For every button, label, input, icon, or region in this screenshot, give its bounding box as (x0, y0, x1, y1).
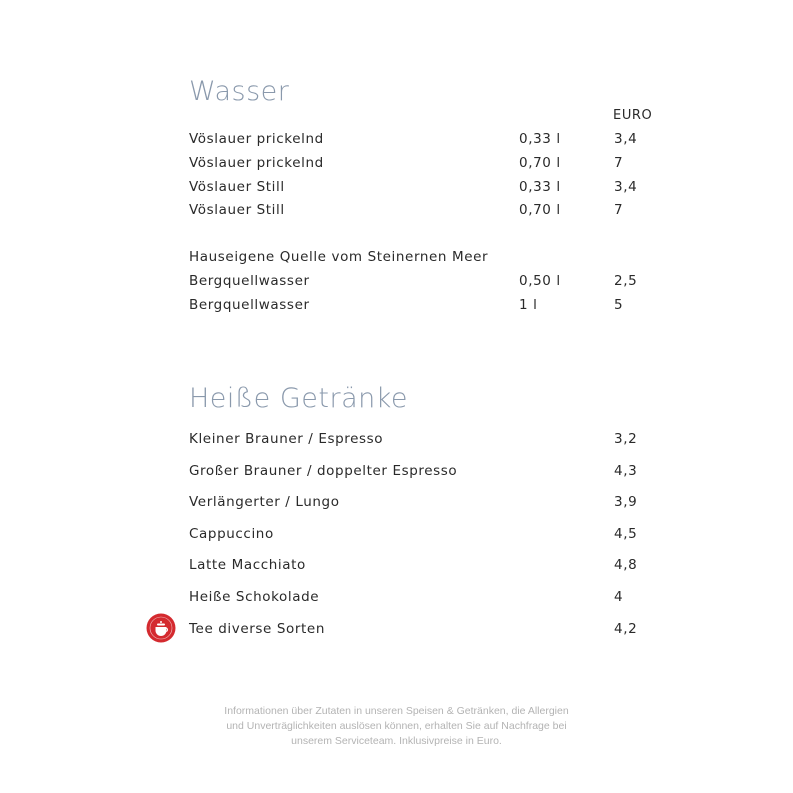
section-title-wasser: Wasser (189, 76, 290, 107)
menu-row (0, 179, 793, 199)
item-name: Großer Brauner / doppelter Espresso (189, 463, 458, 479)
footer-line: und Unverträglichkeiten auslösen können, erhalten Sie auf Nachfrage bei (226, 720, 567, 732)
footer-line: unserem Serviceteam. Inklusivpreise in Euro. (291, 735, 502, 747)
item-price: 4,3 (614, 463, 638, 479)
item-name: Vöslauer Still (189, 202, 285, 218)
subheading-spring: Hauseigene Quelle vom Steinernen Meer (189, 249, 489, 265)
item-volume: 0,70 l (519, 202, 561, 218)
item-price: 3,9 (614, 494, 638, 510)
item-price: 4,5 (614, 526, 638, 542)
menu-row (0, 526, 793, 546)
item-name: Tee diverse Sorten (189, 621, 325, 637)
item-volume: 0,50 l (519, 273, 561, 289)
menu-row (0, 131, 793, 151)
menu-row (0, 557, 793, 577)
item-price: 7 (614, 155, 624, 171)
menu-row (0, 273, 793, 293)
item-volume: 0,33 l (519, 131, 561, 147)
item-name: Vöslauer Still (189, 179, 285, 195)
section-title-heisse-getraenke: Heiße Getränke (189, 383, 409, 414)
item-name: Vöslauer prickelnd (189, 155, 324, 171)
item-name: Latte Macchiato (189, 557, 306, 573)
item-price: 3,4 (614, 131, 638, 147)
item-price: 5 (614, 297, 624, 313)
item-name: Vöslauer prickelnd (189, 131, 324, 147)
menu-row (0, 297, 793, 317)
menu-row (0, 463, 793, 483)
item-price: 4,8 (614, 557, 638, 573)
item-price: 3,4 (614, 179, 638, 195)
item-volume: 1 l (519, 297, 538, 313)
item-name: Bergquellwasser (189, 273, 310, 289)
item-price: 3,2 (614, 431, 638, 447)
item-price: 4,2 (614, 621, 638, 637)
menu-row (0, 494, 793, 514)
menu-row (0, 621, 793, 641)
item-name: Kleiner Brauner / Espresso (189, 431, 384, 447)
menu-row (0, 431, 793, 451)
footer-disclaimer (180, 704, 613, 749)
menu-row (0, 155, 793, 175)
item-volume: 0,33 l (519, 179, 561, 195)
teekanne-logo-icon (146, 613, 176, 643)
menu-row (0, 589, 793, 609)
menu-row (0, 202, 793, 222)
item-volume: 0,70 l (519, 155, 561, 171)
item-price: 2,5 (614, 273, 638, 289)
item-name: Cappuccino (189, 526, 274, 542)
item-price: 7 (614, 202, 624, 218)
item-name: Bergquellwasser (189, 297, 310, 313)
item-price: 4 (614, 589, 624, 605)
item-name: Verlängerter / Lungo (189, 494, 340, 510)
currency-label: EURO (613, 108, 653, 123)
item-name: Heiße Schokolade (189, 589, 320, 605)
footer-line: Informationen über Zutaten in unseren Speisen & Getränken, die Allergien (224, 705, 569, 717)
